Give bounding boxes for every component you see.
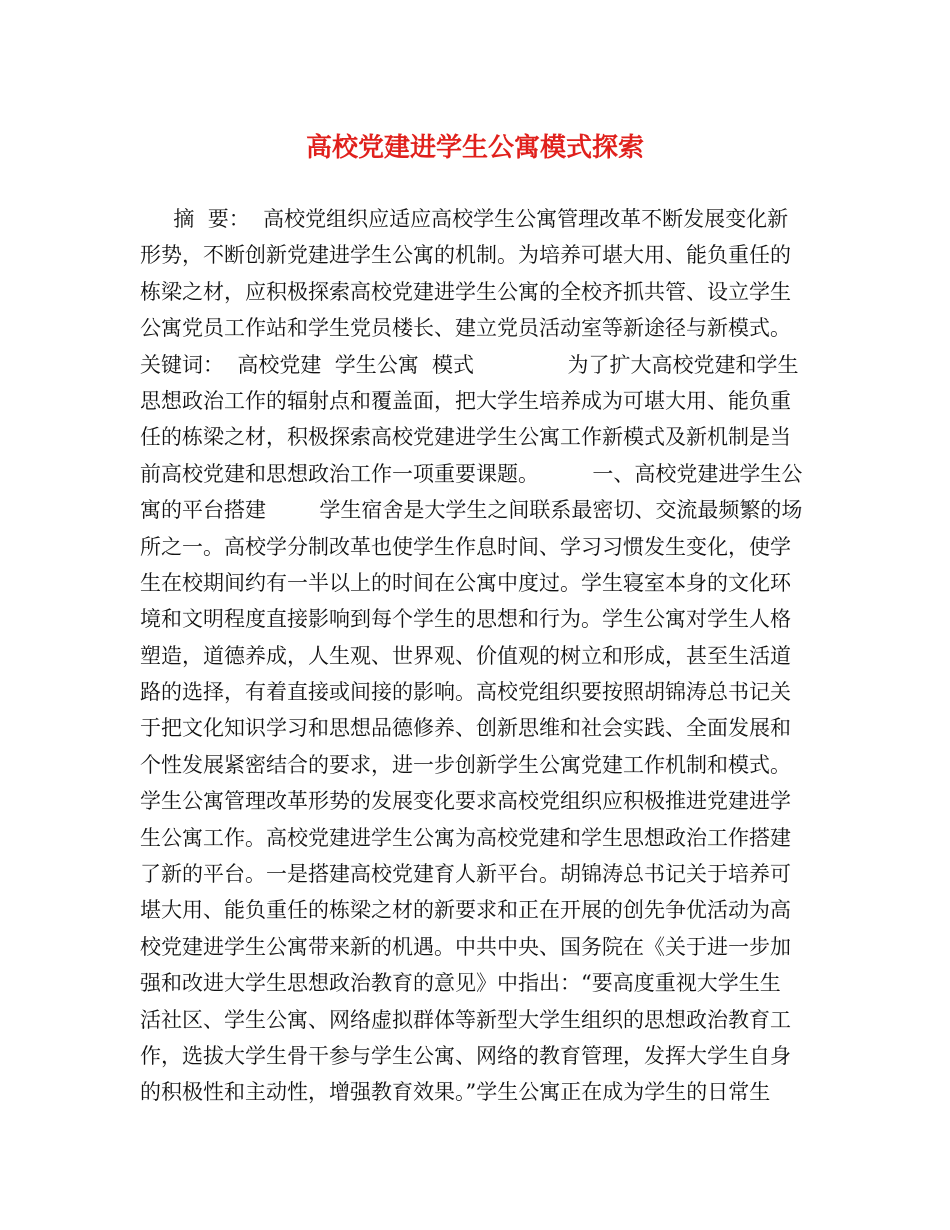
body-line: 栋梁之材，应积极探索高校党建进学生公寓的全校齐抓共管、设立学生 xyxy=(140,279,791,304)
body-line: 路的选择，有着直接或间接的影响。高校党组织要按照胡锦涛总书记关 xyxy=(140,680,791,705)
body-line: 形势，不断创新党建进学生公寓的机制。为培养可堪大用、能负重任的 xyxy=(140,243,791,268)
body-line: 生公寓工作。高校党建进学生公寓为高校党建和学生思想政治工作搭建 xyxy=(140,825,791,850)
body-line: 公寓党员工作站和学生党员楼长、建立党员活动室等新途径与新模式。 xyxy=(140,316,791,341)
body-line: 校党建进学生公寓带来新的机遇。中共中央、国务院在《关于进一步加 xyxy=(140,934,791,959)
body-line: 寓的平台搭建 学生宿舍是大学生之间联系最密切、交流最频繁的场 xyxy=(140,498,803,523)
body-line: 境和文明程度直接影响到每个学生的思想和行为。学生公寓对学生人格 xyxy=(140,607,791,632)
body-line: 摘 要： 高校党组织应适应高校学生公寓管理改革不断发展变化新 xyxy=(140,207,789,231)
document-title: 高校党建进学生公寓模式探索 xyxy=(305,133,644,163)
body-line: 任的栋梁之材，积极探索高校党建进学生公寓工作新模式及新机制是当 xyxy=(140,425,791,450)
keywords-line: 关键词： 高校党建 学生公寓 模式 为了扩大高校党建和学生 xyxy=(140,352,799,377)
body-line: 作，选拔大学生骨干参与学生公寓、网络的教育管理，发挥大学生自身 xyxy=(140,1043,791,1068)
body-line: 所之一。高校学分制改革也使学生作息时间、学习习惯发生变化，使学 xyxy=(140,534,791,559)
body-line: 于把文化知识学习和思想品德修养、创新思维和社会实践、全面发展和 xyxy=(140,716,791,741)
body-line: 塑造，道德养成，人生观、世界观、价值观的树立和形成，甚至生活道 xyxy=(140,643,791,668)
body-line: 思想政治工作的辐射点和覆盖面，把大学生培养成为可堪大用、能负重 xyxy=(140,388,791,413)
body-line: 的积极性和主动性，增强教育效果。”学生公寓正在成为学生的日常生 xyxy=(140,1080,771,1105)
body-line: 前高校党建和思想政治工作一项重要课题。 一、高校党建进学生公 xyxy=(140,461,803,486)
body-line: 生在校期间约有一半以上的时间在公寓中度过。学生寝室本身的文化环 xyxy=(140,570,791,595)
document-body xyxy=(140,201,840,1111)
body-line: 了新的平台。一是搭建高校党建育人新平台。胡锦涛总书记关于培养可 xyxy=(140,862,791,887)
body-line: 学生公寓管理改革形势的发展变化要求高校党组织应积极推进党建进学 xyxy=(140,789,791,814)
body-line: 活社区、学生公寓、网络虚拟群体等新型大学生组织的思想政治教育工 xyxy=(140,1007,791,1032)
body-line: 堪大用、能负重任的栋梁之材的新要求和正在开展的创先争优活动为高 xyxy=(140,898,791,923)
body-line: 强和改进大学生思想政治教育的意见》中指出：“要高度重视大学生生 xyxy=(140,971,781,996)
body-line: 个性发展紧密结合的要求，进一步创新学生公寓党建工作机制和模式。 xyxy=(140,752,791,777)
